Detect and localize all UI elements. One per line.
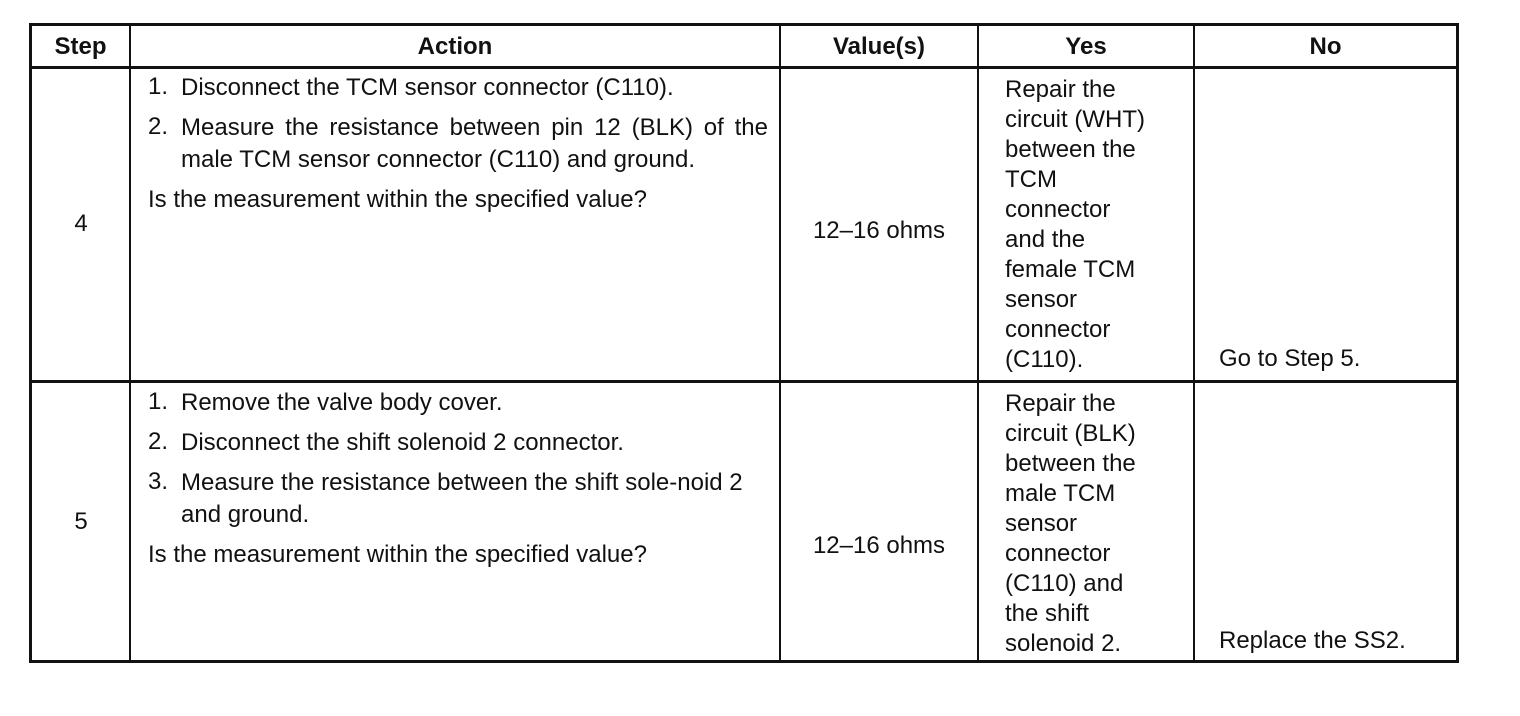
diagnostic-table xyxy=(29,23,1459,663)
no-cell: Go to Step 5. xyxy=(1219,345,1361,372)
action-item-text: Remove the valve body cover. xyxy=(181,389,503,416)
action-item-number: 1. xyxy=(148,388,169,415)
action-item-text: Disconnect the shift solenoid 2 connector. xyxy=(181,429,624,456)
column-divider xyxy=(977,26,979,660)
action-item xyxy=(148,387,768,419)
action-item-number: 3. xyxy=(148,468,169,495)
yes-line: between the xyxy=(1005,136,1136,163)
column-divider xyxy=(1193,26,1195,660)
action-item-number: 2. xyxy=(148,113,169,140)
yes-cell xyxy=(1005,75,1185,375)
value-cell: 12–16 ohms xyxy=(812,217,946,244)
column-divider xyxy=(129,26,131,660)
no-cell: Replace the SS2. xyxy=(1219,627,1406,654)
action-item xyxy=(148,72,768,104)
yes-line: circuit (BLK) xyxy=(1005,420,1136,447)
value-cell: 12–16 ohms xyxy=(812,532,946,559)
step-number: 4 xyxy=(74,210,88,237)
yes-line: connector xyxy=(1005,316,1111,343)
action-cell xyxy=(148,72,768,216)
yes-line: sensor xyxy=(1005,510,1078,537)
yes-line: Repair the xyxy=(1005,390,1116,417)
column-divider xyxy=(779,26,781,660)
yes-line: (C110). xyxy=(1005,346,1084,373)
yes-line: male TCM xyxy=(1005,480,1116,507)
action-item xyxy=(148,112,768,176)
step-number: 5 xyxy=(74,508,88,535)
yes-line: Repair the xyxy=(1005,76,1116,103)
yes-line: between the xyxy=(1005,450,1136,477)
yes-line: and the xyxy=(1005,226,1086,253)
action-item-text: Measure the resistance between pin 12 (BLK) of the male TCM sensor connector (C110) and ground. xyxy=(181,114,768,173)
yes-line: connector xyxy=(1005,196,1111,223)
header-yes: Yes xyxy=(1065,32,1107,60)
action-item-number: 2. xyxy=(148,428,169,455)
question-text: Is the measurement within the specified value? xyxy=(148,541,647,568)
header-no: No xyxy=(1309,32,1342,60)
action-item-text: Measure the resistance between the shift sole-noid 2 and ground. xyxy=(181,469,743,528)
yes-line: female TCM xyxy=(1005,256,1136,283)
action-item xyxy=(148,427,768,459)
action-item-text: Disconnect the TCM sensor connector (C110). xyxy=(181,74,674,101)
action-item-number: 1. xyxy=(148,73,169,100)
question-text: Is the measurement within the specified value? xyxy=(148,186,647,213)
action-item xyxy=(148,467,768,531)
action-cell xyxy=(148,387,768,571)
header-step: Step xyxy=(54,32,107,60)
yes-line: solenoid 2. xyxy=(1005,630,1122,657)
row-divider xyxy=(32,380,1456,383)
header-action: Action xyxy=(417,32,493,60)
yes-line: connector xyxy=(1005,540,1111,567)
yes-line: (C110) and xyxy=(1005,570,1124,597)
yes-line: the shift xyxy=(1005,600,1090,627)
yes-line: circuit (WHT) xyxy=(1005,106,1145,133)
yes-line: TCM xyxy=(1005,166,1057,193)
yes-cell xyxy=(1005,389,1185,659)
header-values: Value(s) xyxy=(832,32,926,60)
yes-line: sensor xyxy=(1005,286,1078,313)
